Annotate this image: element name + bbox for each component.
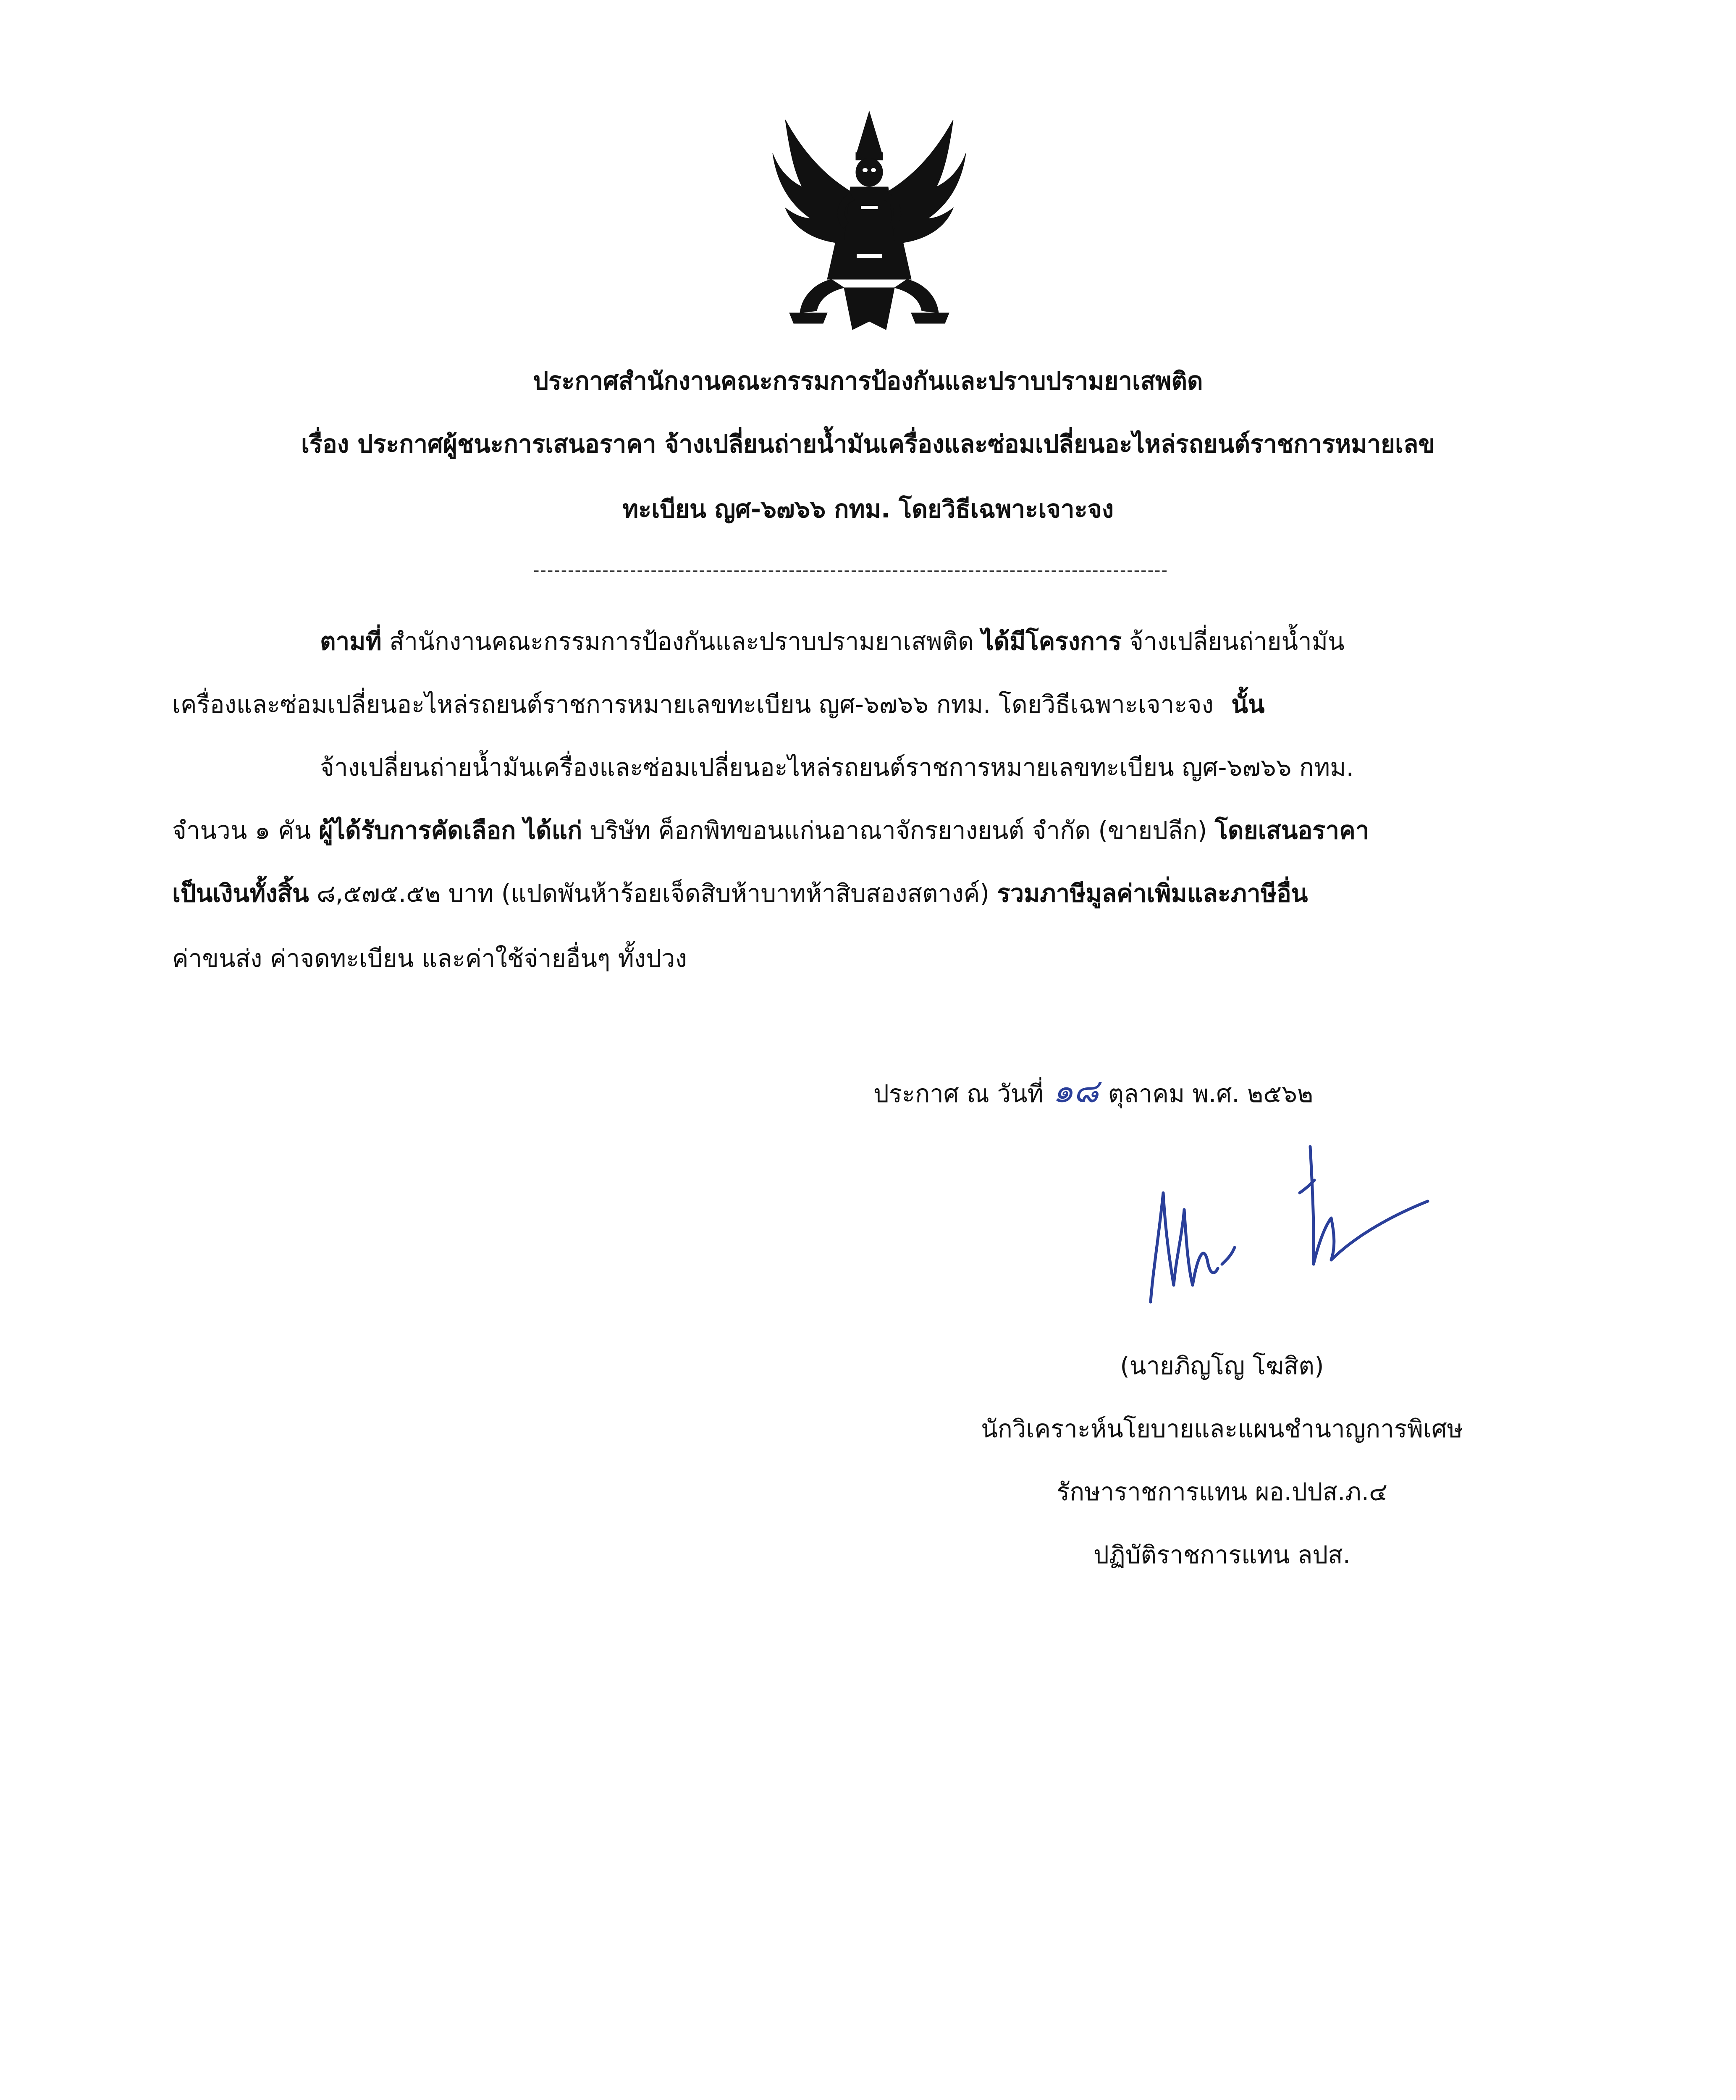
agency-name: สำนักงานคณะกรรมการป้องกันและปราบปรามยาเสพติด <box>389 627 974 656</box>
title-subject-bold: เรื่อง ประกาศผู้ชนะการเสนอราคา <box>301 430 656 458</box>
signatory-name: (นายภิญโญ โฆสิต) <box>1120 1352 1324 1380</box>
body-line-1 <box>320 622 1345 661</box>
body-line-3: จ้างเปลี่ยนถ่ายน้ำมันเครื่องและซ่อมเปลี่ยนอะไหล่รถยนต์ราชการหมายเลขทะเบียน ญศ-๖๗๖๖ กทม. <box>320 753 1354 782</box>
intro-word: ตามที่ <box>320 627 382 656</box>
date-prefix: ประกาศ ณ วันที่ <box>873 1079 1044 1108</box>
title-line-2 <box>126 424 1610 463</box>
signatory-position: นักวิเคราะห์นโยบายและแผนชำนาญการพิเศษ <box>981 1415 1463 1443</box>
announcement-date <box>873 1065 1313 1117</box>
divider: -------------------------------------------------------------------------------------------- <box>533 561 1168 578</box>
total-label: เป็นเงินทั้งสิ้น <box>172 879 309 908</box>
title-line-3: ทะเบียน ญศ-๖๗๖๖ กทม. โดยวิธีเฉพาะเจาะจง <box>622 495 1114 523</box>
signatory-acting-2: ปฏิบัติราชการแทน ลปส. <box>1093 1541 1351 1569</box>
winner-label: ได้แก่ <box>523 816 582 845</box>
winner-name: บริษัท ค็อกพิทขอนแก่นอาณาจักรยางยนต์ จำกัด (ขายปลีก) <box>590 816 1207 845</box>
project-text-cont: เครื่องและซ่อมเปลี่ยนอะไหล่รถยนต์ราชการหมายเลขทะเบียน ญศ-๖๗๖๖ กทม. โดยวิธีเฉพาะเจาะจง <box>172 690 1214 719</box>
total-amount: ๘,๕๗๕.๕๒ บาท (แปดพันห้าร้อยเจ็ดสิบห้าบาทห้าสิบสองสตางค์) <box>317 879 989 908</box>
body-line-2 <box>172 685 1265 724</box>
signatory-acting-1: รักษาราชการแทน ผอ.ปปส.ภ.๔ <box>1057 1478 1387 1506</box>
quantity-text: จำนวน ๑ คัน <box>172 816 311 845</box>
project-text: จ้างเปลี่ยนถ่ายน้ำมัน <box>1129 627 1345 656</box>
handwritten-signature-icon <box>1134 1134 1470 1319</box>
body-line-4 <box>172 811 1369 850</box>
date-month-year: ตุลาคม พ.ศ. ๒๕๖๒ <box>1108 1079 1314 1108</box>
vat-label: รวมภาษีมูลค่าเพิ่มและภาษีอื่น <box>997 879 1308 908</box>
body-line-5 <box>172 874 1308 913</box>
garuda-emblem-icon <box>760 103 978 338</box>
title-subject-rest: จ้างเปลี่ยนถ่ายน้ำมันเครื่องและซ่อมเปลี่ยนอะไหล่รถยนต์ราชการหมายเลข <box>664 430 1435 458</box>
title-line-1: ประกาศสำนักงานคณะกรรมการป้องกันและปราบปรามยาเสพติด <box>533 367 1203 395</box>
body-line-6: ค่าขนส่ง ค่าจดทะเบียน และค่าใช้จ่ายอื่นๆ ทั้งปวง <box>172 944 687 973</box>
project-label: ได้มีโครงการ <box>981 627 1122 656</box>
handwritten-day: ๑๘ <box>1052 1072 1099 1110</box>
offer-label: โดยเสนอราคา <box>1214 816 1369 845</box>
selected-label: ผู้ได้รับการคัดเลือก <box>319 816 516 845</box>
paragraph-end-word: นั้น <box>1231 690 1265 719</box>
